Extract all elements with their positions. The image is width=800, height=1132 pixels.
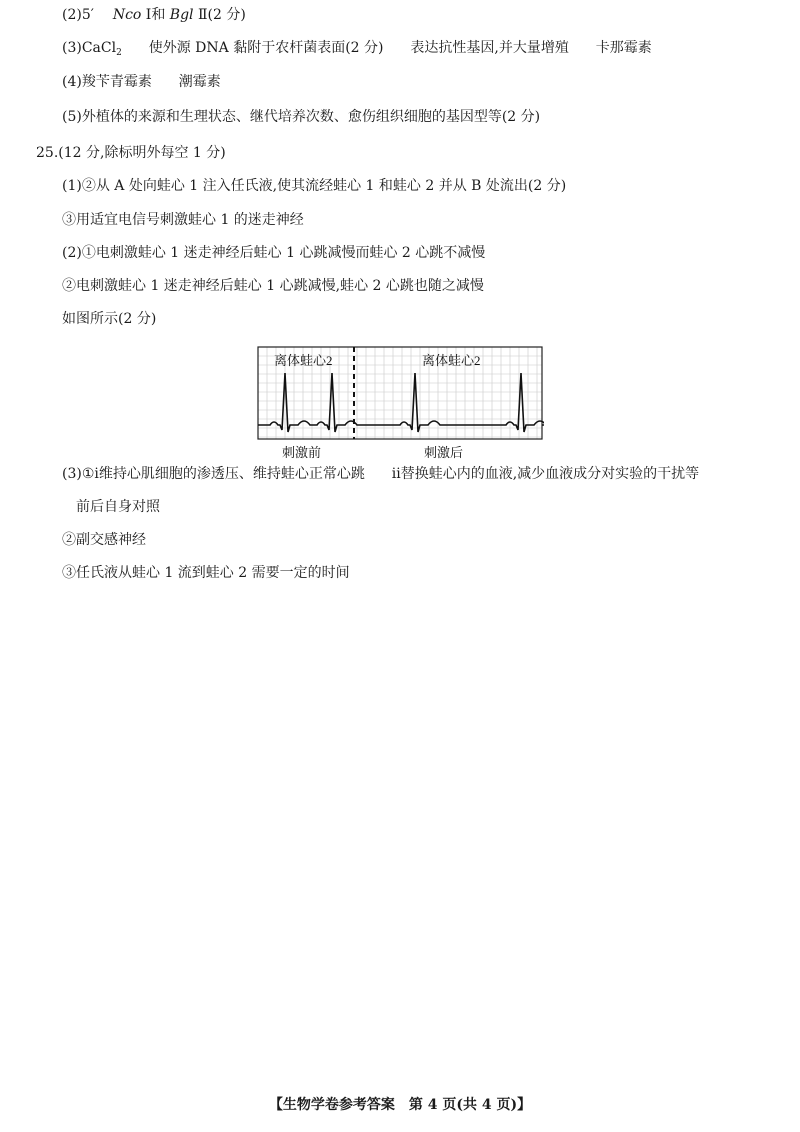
- q24-part3-cacl: (3)CaCl: [62, 40, 117, 56]
- q25-part3-answer-ii: ⅱ替换蛙心内的血液,减少血液成分对实验的干扰等: [391, 466, 700, 482]
- q24-part3-cacl-subscript: 2: [116, 48, 122, 58]
- q25-part3-line1: [62, 464, 699, 484]
- q25-heading: 25.(12 分,除标明外每空 1 分): [36, 145, 226, 161]
- ecg-figure-svg: [256, 345, 544, 461]
- q25-part1-line1: (1)②从 A 处向蛙心 1 注入任氏液,使其流经蛙心 1 和蛙心 2 并从 B 处流出(2 分): [62, 178, 567, 194]
- ecg-figure: [256, 345, 544, 461]
- q25-part3-line2: 前后自身对照: [76, 499, 160, 515]
- enzyme-nco: Nco: [112, 7, 142, 23]
- q25-part2-line2: ②电刺激蛙心 1 迷走神经后蛙心 1 心跳减慢,蛙心 2 心跳也随之减慢: [62, 278, 484, 294]
- panel-left-title: 离体蛙心2: [274, 353, 333, 368]
- q24-part4-line: [62, 72, 221, 92]
- q25-part2-figure-caption: 如图所示(2 分): [62, 311, 157, 327]
- q24-part2-suffix: Ⅱ(2 分): [193, 7, 246, 23]
- q24-part5-line: (5)外植体的来源和生理状态、继代培养次数、愈伤组织细胞的基因型等(2 分): [62, 109, 541, 125]
- q24-part3-answer-c: 表达抗性基因,并大量增殖: [410, 40, 569, 56]
- page-footer: 【生物学卷参考答案 第 4 页(共 4 页)】: [268, 1097, 532, 1113]
- label-after-stimulus: 刺激后: [424, 445, 464, 460]
- q24-part4-answer-a: (4)羧苄青霉素: [62, 74, 152, 90]
- label-before-stimulus: 刺激前: [282, 445, 322, 460]
- enzyme-bgl: Bgl: [169, 7, 194, 23]
- q24-part3-line: [62, 38, 652, 63]
- q25-part2-line1: (2)①电刺激蛙心 1 迷走神经后蛙心 1 心跳减慢而蛙心 2 心跳不减慢: [62, 245, 486, 261]
- q24-part3-answer-d: 卡那霉素: [595, 40, 652, 56]
- q25-part3-line4: ③任氏液从蛙心 1 流到蛙心 2 需要一定的时间: [62, 565, 350, 581]
- q24-part4-answer-b: 潮霉素: [178, 74, 221, 90]
- panel-right-title: 离体蛙心2: [422, 353, 481, 368]
- q24-part2-prefix: (2)5′: [62, 7, 94, 23]
- q25-part3-line3: ②副交感神经: [62, 532, 146, 548]
- q25-part1-line2: ③用适宜电信号刺激蛙心 1 的迷走神经: [62, 212, 304, 228]
- q24-part2-mid: Ⅰ和: [141, 7, 170, 23]
- q25-part3-answer-i: (3)①ⅰ维持心肌细胞的渗透压、维持蛙心正常心跳: [62, 466, 365, 482]
- q24-part2-line: [62, 5, 246, 25]
- q24-part3-answer-b: 使外源 DNA 黏附于农杆菌表面(2 分): [148, 40, 384, 56]
